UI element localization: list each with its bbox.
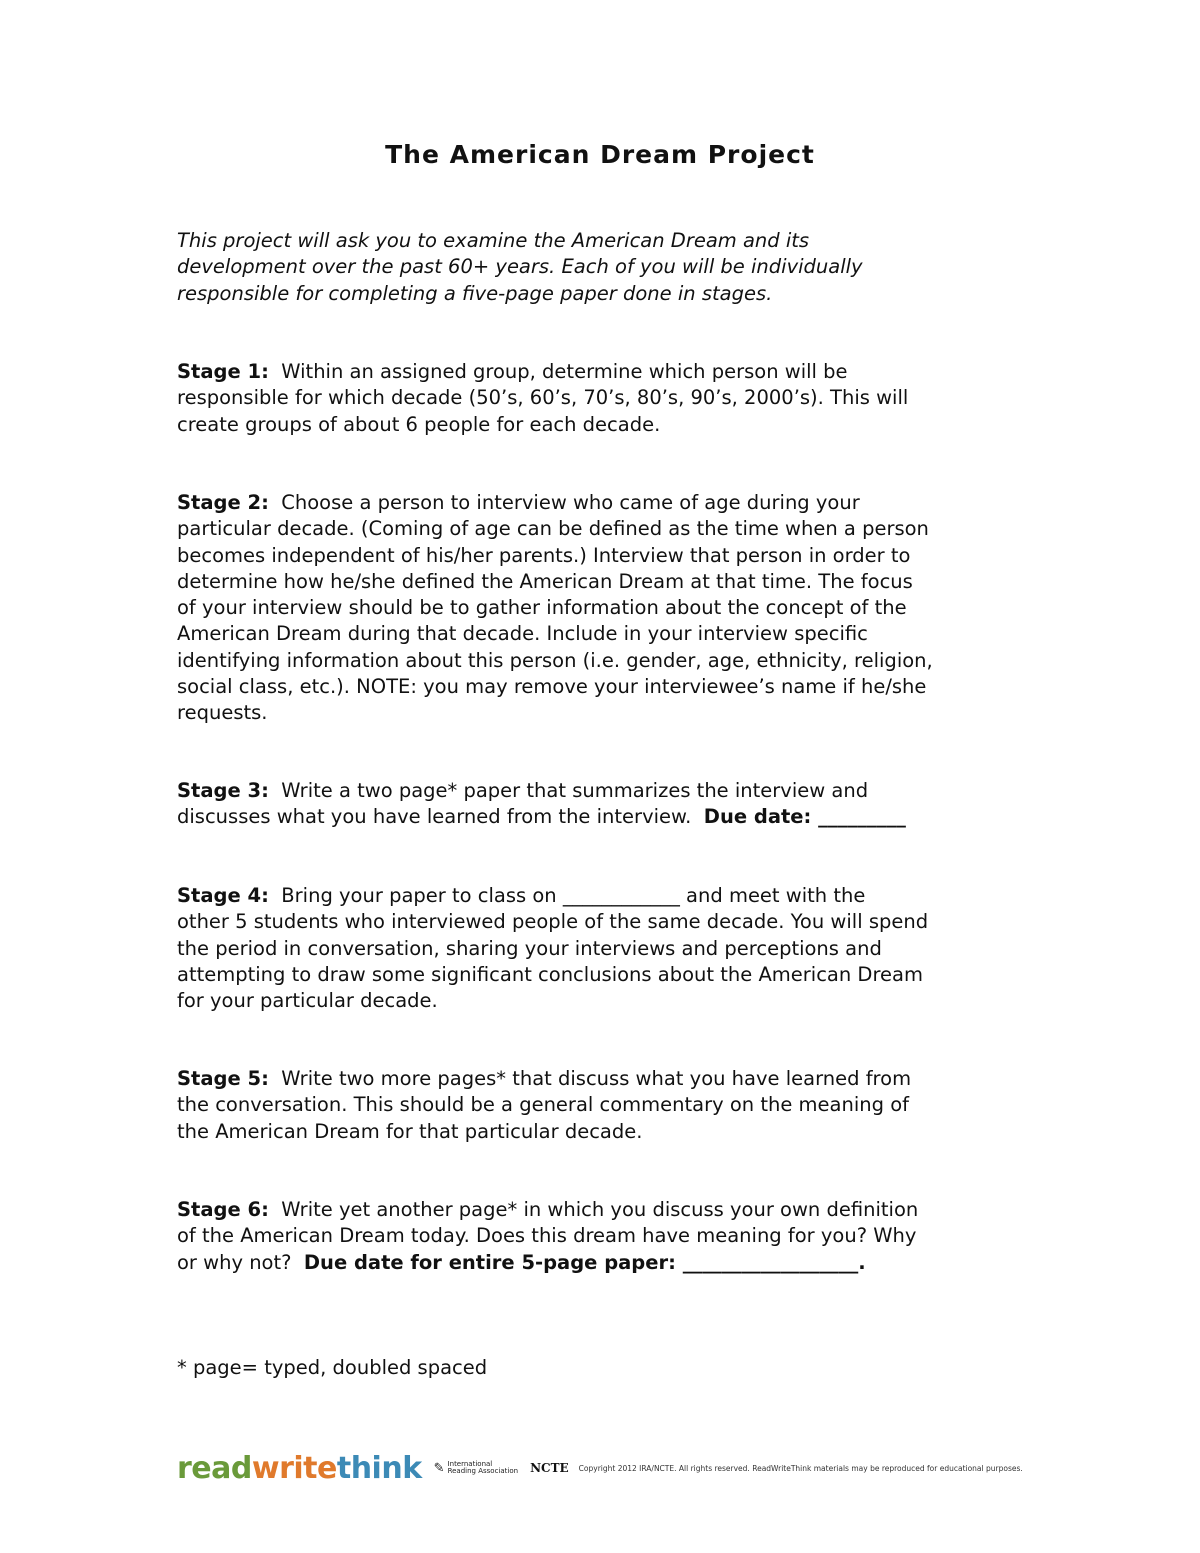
stage-label: Stage 3: [177, 779, 269, 802]
logo-read: read [177, 1450, 252, 1486]
stage-label: Stage 6: [177, 1198, 269, 1221]
ira-text [448, 1461, 519, 1475]
logo-write: write [251, 1450, 337, 1486]
stage-5-paragraph [177, 1066, 1047, 1145]
copyright-text: Copyright 2012 IRA/NCTE. All rights reserved. ReadWriteThink materials may be reproduced for educational purposes. [578, 1463, 1023, 1473]
stage-text: or why not? [177, 1250, 304, 1274]
stage-text: other 5 students who interviewed people of the same decade. You will spend [177, 910, 929, 934]
final-due-date: Due date for entire 5-page paper: __________________. [303, 1250, 866, 1274]
stage-text: the conversation. This should be a general commentary on the meaning of [177, 1093, 909, 1117]
intro-line: development over the past 60+ years. Each of you will be individually [177, 255, 863, 279]
ira-line: International [447, 1460, 493, 1468]
stage-text: of the American Dream today. Does this dream have meaning for you? Why [177, 1224, 917, 1248]
stage-3-paragraph [177, 778, 1047, 831]
stage-text: and meet with the [679, 884, 866, 907]
intro-line: This project will ask you to examine the American Dream and its [177, 229, 810, 252]
stage-text: for your particular decade. [177, 989, 438, 1013]
page-title: The American Dream Project [385, 140, 815, 169]
stage-text: Write a two page* paper that summarizes the interview and [268, 779, 869, 802]
stage-text: the American Dream for that particular decade. [177, 1119, 643, 1143]
logo-think: think [336, 1450, 422, 1486]
stage-text: attempting to draw some significant conclusions about the American Dream [177, 962, 923, 986]
stage-4-paragraph [177, 883, 1047, 1014]
class-date-blank: ____________ [562, 884, 680, 907]
ncte-logo: NCTE [530, 1461, 569, 1475]
ira-logo [434, 1461, 518, 1475]
stage-text: Write two more pages* that discuss what you have learned from [268, 1067, 912, 1090]
due-date-blank: _________ [811, 805, 906, 829]
intro-line: responsible for completing a five-page paper done in stages. [177, 281, 773, 305]
stage-text: discusses what you have learned from the interview. [177, 805, 704, 829]
stage-label: Stage 4: [177, 884, 269, 907]
ira-icon: ✎ [433, 1460, 445, 1476]
stage-text: American Dream during that decade. Include in your interview specific [177, 622, 868, 646]
stage-text: of your interview should be to gather information about the concept of the [177, 596, 907, 620]
stage-text: responsible for which decade (50’s, 60’s, 70’s, 80’s, 90’s, 2000’s). This will [177, 386, 909, 410]
stage-1-paragraph [177, 359, 1047, 438]
stage-text: Bring your paper to class on [268, 884, 563, 907]
stage-text: create groups of about 6 people for each decade. [177, 412, 661, 436]
stage-6-paragraph [177, 1197, 1047, 1276]
page-footer [177, 1448, 1037, 1488]
stage-text: Within an assigned group, determine which person will be [268, 360, 848, 383]
stage-text: Choose a person to interview who came of age during your [268, 491, 860, 514]
stage-text: determine how he/she defined the American Dream at that time. The focus [177, 569, 913, 593]
footnote: * page= typed, doubled spaced [177, 1356, 488, 1379]
stage-text: particular decade. (Coming of age can be defined as the time when a person [177, 517, 929, 541]
ira-line: Reading Association [447, 1467, 519, 1475]
stage-label: Stage 5: [177, 1067, 269, 1090]
stage-text: the period in conversation, sharing your interviews and perceptions and [177, 936, 882, 960]
readwritethink-logo [177, 1451, 422, 1486]
stage-text: social class, etc.). NOTE: you may remove your interviewee’s name if he/she [177, 675, 927, 699]
stage-label: Stage 2: [177, 491, 269, 514]
stage-text: requests. [177, 701, 268, 725]
intro-paragraph [177, 228, 1047, 307]
stage-text: becomes independent of his/her parents.) Interview that person in order to [177, 543, 911, 567]
stage-text: Write yet another page* in which you discuss your own definition [268, 1198, 919, 1221]
stage-text: identifying information about this person (i.e. gender, age, ethnicity, religion, [177, 648, 933, 672]
stage-label: Stage 1: [177, 360, 269, 383]
stage-2-paragraph [177, 490, 1047, 727]
due-date-label: Due date: [703, 805, 812, 829]
